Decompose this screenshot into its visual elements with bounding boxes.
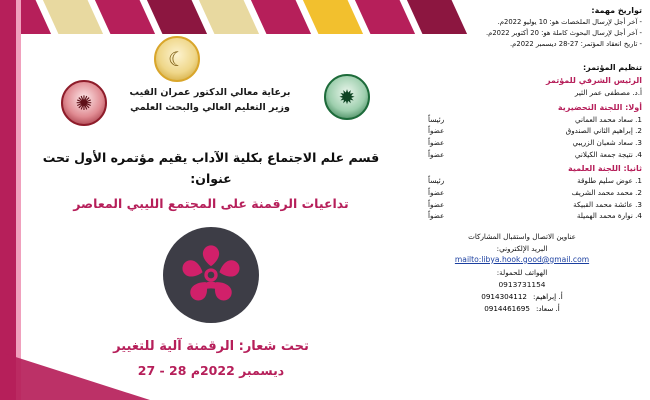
phones-heading: الهواتف للحمولة: — [496, 267, 548, 277]
libya-state-emblem-logo — [151, 36, 203, 82]
date-item: - آخر أجل لإرسال الملخصات هو: 10 يوليو 2022م. — [497, 18, 642, 26]
member-name: 2. محمد محمد الشريف — [571, 187, 642, 197]
poster-info-column — [402, 2, 642, 398]
crescent-star-icon — [154, 36, 200, 82]
banner-chevron — [42, 0, 104, 34]
phone-number[interactable]: 0913731154 — [498, 279, 546, 289]
phone-row — [402, 303, 642, 315]
spacer — [402, 53, 642, 59]
banner-chevron — [302, 0, 364, 34]
preparatory-committee-section — [402, 103, 642, 161]
banner-chevron — [146, 0, 208, 34]
committee-member-row — [402, 114, 642, 126]
date-item: - تاريخ انعقاد المؤتمر: 27-28 ديسمبر 2022م. — [510, 40, 642, 48]
conference-emblem — [163, 227, 259, 323]
phone-label: أ. سعاد: — [535, 304, 560, 314]
member-role: عضواً — [428, 199, 445, 209]
email-label: البريد الإلكتروني: — [496, 243, 548, 253]
phone-number[interactable]: 0914304112 — [481, 292, 528, 302]
member-role: عضواً — [428, 137, 445, 147]
member-role: عضواً — [428, 187, 445, 197]
preparatory-committee-heading: أولا: اللجنة التحضيرية — [557, 102, 642, 112]
scientific-committee-section — [402, 164, 642, 222]
committee-member-row — [402, 137, 642, 149]
member-role: عضواً — [428, 126, 445, 136]
phone-label: أ. إبراهيم: — [533, 292, 563, 302]
seal-glyph: ✺ — [75, 91, 93, 115]
member-role: عضواً — [428, 211, 445, 221]
member-name: 3. عائشة محمد القبيكة — [573, 199, 642, 209]
phone-number[interactable]: 0914461695 — [484, 304, 530, 314]
patronage-block — [124, 86, 296, 115]
poster-main-column — [26, 34, 396, 400]
member-name: 4. نتيجة جمعة الكيلاني — [574, 149, 642, 159]
university-logo-right — [36, 80, 132, 126]
member-name: 1. عوض سليم طلوقة — [577, 176, 642, 186]
member-role: رئيساً — [428, 176, 445, 186]
honorary-chair-name: أ.د. مصطفى عمر الثير — [574, 88, 642, 97]
slogan-date: 27 - 28 ديسمبر 2022م — [137, 363, 285, 379]
email-link[interactable]: mailto:libya.hook.good@gmail.com — [454, 254, 590, 264]
faculty-seal-icon — [61, 80, 107, 126]
contact-section — [402, 231, 642, 264]
left-accent-bar-inner — [16, 0, 21, 400]
committee-member-row — [402, 175, 642, 187]
honorary-chair-label: الرئيس الشرفي للمؤتمر — [545, 76, 642, 85]
banner-chevron — [198, 0, 260, 34]
member-name: 1. سعاد محمد العماني — [574, 114, 642, 124]
scientific-committee-heading: ثانيا: اللجنة العلمية — [568, 164, 642, 174]
committee-member-row — [402, 149, 642, 161]
contact-heading: عناوين الاتصال واستقبال المشاركات — [468, 231, 576, 241]
phones-section — [402, 267, 642, 316]
banner-chevron — [250, 0, 312, 34]
emblem-wrapper — [26, 227, 396, 323]
university-seal-icon — [324, 74, 370, 120]
logo-row — [26, 34, 396, 142]
slogan-text: تحت شعار: الرقمنة آلية للتغيير — [113, 339, 309, 355]
crescent-glyph: ☾ — [168, 47, 186, 71]
member-name: 3. سعاد شعبان الزريبي — [572, 137, 642, 147]
patronage-line-1: برعاية معالي الدكتور عمران القيب — [129, 87, 291, 98]
page-title: قسم علم الاجتماع بكلية الآداب يقيم مؤتمره الأول تحت عنوان: — [42, 150, 380, 186]
important-dates-heading: تواريخ مهمة: — [591, 6, 642, 15]
conference-title-block — [26, 148, 396, 211]
date-item: - آخر أجل لإرسال البحوث كاملة هو: 20 أكتوبر 2022م. — [485, 29, 642, 37]
pinwheel-icon — [174, 238, 248, 312]
important-dates-section — [402, 6, 642, 50]
committee-member-row — [402, 125, 642, 137]
member-name: 2. إبراهيم الثاني الصندوق — [565, 126, 642, 136]
email-row — [402, 243, 642, 255]
member-role: عضواً — [428, 149, 445, 159]
conference-subject: تداعيات الرقمنة على المجتمع الليبي المعاصر — [73, 196, 349, 212]
banner-chevron — [94, 0, 156, 34]
organizers-section — [402, 63, 642, 99]
patronage-line-2: وزير التعليم العالي والبحث العلمي — [130, 101, 290, 113]
seal-glyph: ✹ — [338, 85, 356, 109]
member-role: رئيساً — [428, 114, 445, 124]
committee-member-row — [402, 199, 642, 211]
organizers-heading: تنظيم المؤتمر: — [582, 63, 642, 72]
university-logo-left — [304, 74, 390, 120]
phone-row — [402, 291, 642, 303]
left-accent-bar — [0, 0, 16, 400]
member-name: 4. نوارة محمد الهميلة — [576, 211, 642, 221]
committee-member-row — [402, 210, 642, 222]
slogan-block — [26, 339, 396, 378]
committee-member-row — [402, 187, 642, 199]
